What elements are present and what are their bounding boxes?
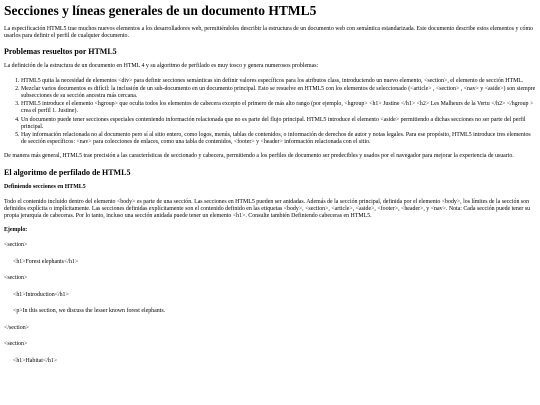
code-line: <p>In this section, we discuss the lesser known forest elephants. — [13, 308, 166, 315]
list-item: 2. Mezclar varios documentos es difícil: la inclusión de un sub-documento en un documento principal. Esto se resuelve en HTML5 con los elementos de seleccionado (<article> , <section> , <nav> y <aside>) son siempre subsecciones de su sección ancestra más cercana. — [21, 86, 536, 100]
code-line: <h1>Introduction</h1> — [13, 291, 69, 298]
list-item: 3. HTML5 introduce el elemento <hgroup> que oculta todos los elementos de cabecera excepto el primero de más alto rango (por ejemplo, <hgroup> <h1> Justine </h1> <h2> Les Malheurs de la Vertu </h2> </hgroup > crea el perfil 1. Justine). — [21, 101, 536, 115]
intro-paragraph: La especificación HTML5 trae muchos nuevos elementos a los desarrolladores web, permitiéndoles describir la estructura de un documento web con semántica estandarizada. Este documento describe estos elementos y cómo usarlos para definir el perfil de cualquier documento. — [4, 26, 533, 40]
algorithm-body-paragraph: Todo el contenido incluido dentro del elemento <body> es parte de una sección. Las secciones en HTML5 pueden ser anidadas. Además de la sección principal, definida por el elemento <body>, los límites de la sección son definidos explícita o implícitamente. Las secciones definidas explícitamente son el contenido definido en las etiquetas <body>, <section>, <article>, <aside>, <footer>, <header>, y <nav>. Nota: Cada sección puede tener su propia jerarquía de cabeceras. Por lo tanto, incluso una sección anidada puede tener un elemento <h1>. Consulte también Definiendo cabeceras en HTML5. — [4, 198, 531, 220]
section-heading-problems: Problemas resueltos por HTML5 — [4, 47, 117, 57]
problems-lead-paragraph: La definición de la estructura de un documento en HTML 4 y su algoritmo de perfilado es muy tosco y genera numerosos problemas: — [4, 63, 319, 70]
problems-closing-paragraph: De manera más general, HTML5 trae precisión a las características de seccionado y cabecera, permitiendo a los perfiles de documento ser predecibles y usados por el navegador para mejorar la experiencia de usuario. — [4, 153, 514, 160]
page-title: Secciones y líneas generales de un documento HTML5 — [4, 3, 317, 18]
code-line: </section> — [4, 324, 29, 331]
problems-list — [4, 78, 536, 147]
code-line: <section> — [4, 242, 28, 249]
list-item: 5. Hay información relacionada no al documento pero sí al sitio entero, como logos, menús, tablas de contenidos, o información de derechos de autor y notas legales. Para ese propósito, HTML5 introduce tres elementos de sección específicos: <nav> para colecciones de enlaces, como una tabla de contenidos, <footer> y <header> información relacionada con el sitio. — [21, 132, 536, 146]
code-line: <h1>Habitat</h1> — [13, 357, 58, 364]
code-line: <section> — [4, 275, 28, 282]
list-item: 4. Un documento puede tener secciones especiales conteniendo información relacionada que no es parte del flujo principal. HTML5 introduce el elemento <aside> permitiendo a dichas secciones no ser parte del perfil principal. — [21, 117, 536, 131]
code-line: <h1>Forest elephants</h1> — [13, 258, 79, 265]
subsection-heading-defining-sections: Definiendo secciones en HTML5 — [4, 183, 86, 190]
example-label: Ejemplo: — [4, 227, 28, 234]
code-example — [4, 242, 536, 365]
section-heading-algorithm: El algoritmo de perfilado de HTML5 — [4, 167, 131, 177]
list-item: 1. HTML5 quita la necesidad de elementos <div> para definir secciones semánticas sin definir valores específicos para los atributos class, introduciendo un nuevo elemento, <section>, el elemento de sección HTML. — [21, 78, 536, 85]
code-line: <section> — [4, 341, 28, 348]
